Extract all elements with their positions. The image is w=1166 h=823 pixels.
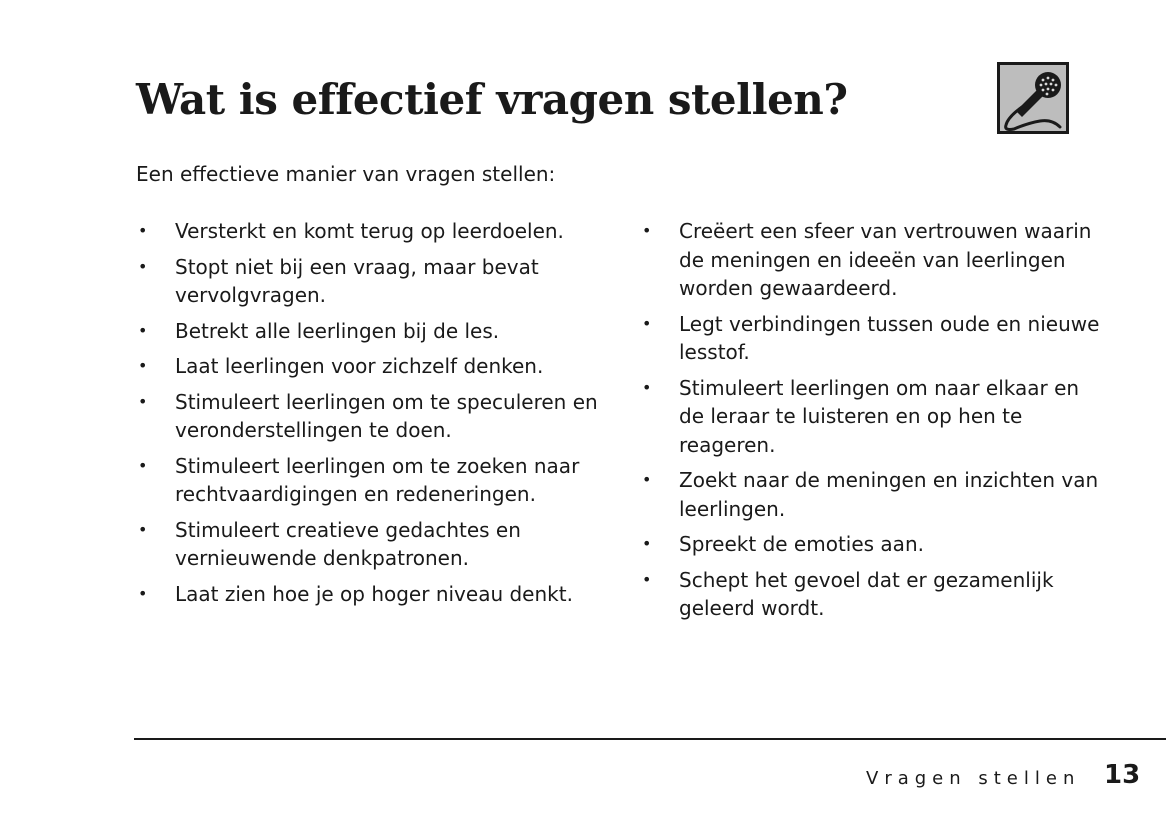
list-item-text: Stimuleert leerlingen om naar elkaar en de leraar te luisteren en op hen te reageren. (679, 375, 1080, 457)
list-item-text: Spreekt de emoties aan. (679, 532, 924, 556)
list-item-text: Laat zien hoe je op hoger niveau denkt. (175, 581, 573, 606)
list-item (136, 253, 636, 310)
list-item-text: Zoekt naar de meningen en inzichten van leerlingen. (679, 468, 1099, 521)
bullet-icon: • (138, 391, 148, 411)
bullet-icon: • (138, 455, 148, 475)
bullet-icon: • (138, 519, 148, 539)
list-item (136, 580, 636, 609)
bullet-icon: • (642, 470, 652, 489)
list-item (640, 530, 1100, 559)
bullet-icon: • (138, 583, 148, 603)
list-item (640, 217, 1100, 303)
footer-section-label: Vragen stellen (866, 768, 1081, 789)
list-item-text: Betrekt alle leerlingen bij de les. (175, 318, 500, 343)
list-item (640, 374, 1100, 460)
page-number: 13 (1104, 760, 1141, 790)
bullet-icon: • (138, 221, 148, 240)
list-item-text: Laat leerlingen voor zichzelf denken. (175, 354, 544, 378)
bullet-icon: • (642, 569, 652, 589)
microphone-icon (997, 62, 1069, 134)
list-item (640, 566, 1100, 623)
footer-divider (134, 738, 1166, 740)
list-item (640, 310, 1100, 367)
list-item (136, 317, 636, 346)
list-item-text: Creëert een sfeer van vertrouwen waarin de meningen en ideeën van leerlingen worden gewaardeerd. (679, 219, 1092, 300)
bullet-icon: • (642, 313, 652, 333)
bullet-icon: • (138, 356, 148, 375)
right-bullet-list (640, 217, 1100, 630)
bullet-icon: • (642, 534, 652, 553)
list-item-text: Stopt niet bij een vraag, maar bevat vervolgvragen. (175, 254, 539, 307)
list-item (136, 217, 636, 246)
list-item (136, 516, 636, 573)
bullet-icon: • (138, 256, 148, 276)
list-item-text: Stimuleert leerlingen om te zoeken naar rechtvaardigingen en redeneringen. (175, 453, 580, 506)
list-item (640, 466, 1100, 523)
list-item-text: Schept het gevoel dat er gezamenlijk geleerd wordt. (679, 567, 1054, 620)
list-item (136, 452, 636, 509)
bullet-icon: • (138, 320, 148, 340)
list-item (136, 352, 636, 381)
intro-text: Een effectieve manier van vragen stellen: (136, 162, 556, 186)
list-item (136, 388, 636, 445)
list-item-text: Stimuleert creatieve gedachtes en vernieuwende denkpatronen. (175, 517, 521, 570)
bullet-icon: • (642, 377, 652, 397)
list-item-text: Stimuleert leerlingen om te speculeren en veronderstellingen te doen. (175, 389, 598, 442)
left-bullet-list (136, 217, 636, 615)
list-item-text: Legt verbindingen tussen oude en nieuwe lesstof. (679, 311, 1100, 364)
page-title: Wat is effectief vragen stellen? (136, 75, 848, 124)
list-item-text: Versterkt en komt terug op leerdoelen. (175, 219, 564, 243)
bullet-icon: • (642, 221, 652, 240)
